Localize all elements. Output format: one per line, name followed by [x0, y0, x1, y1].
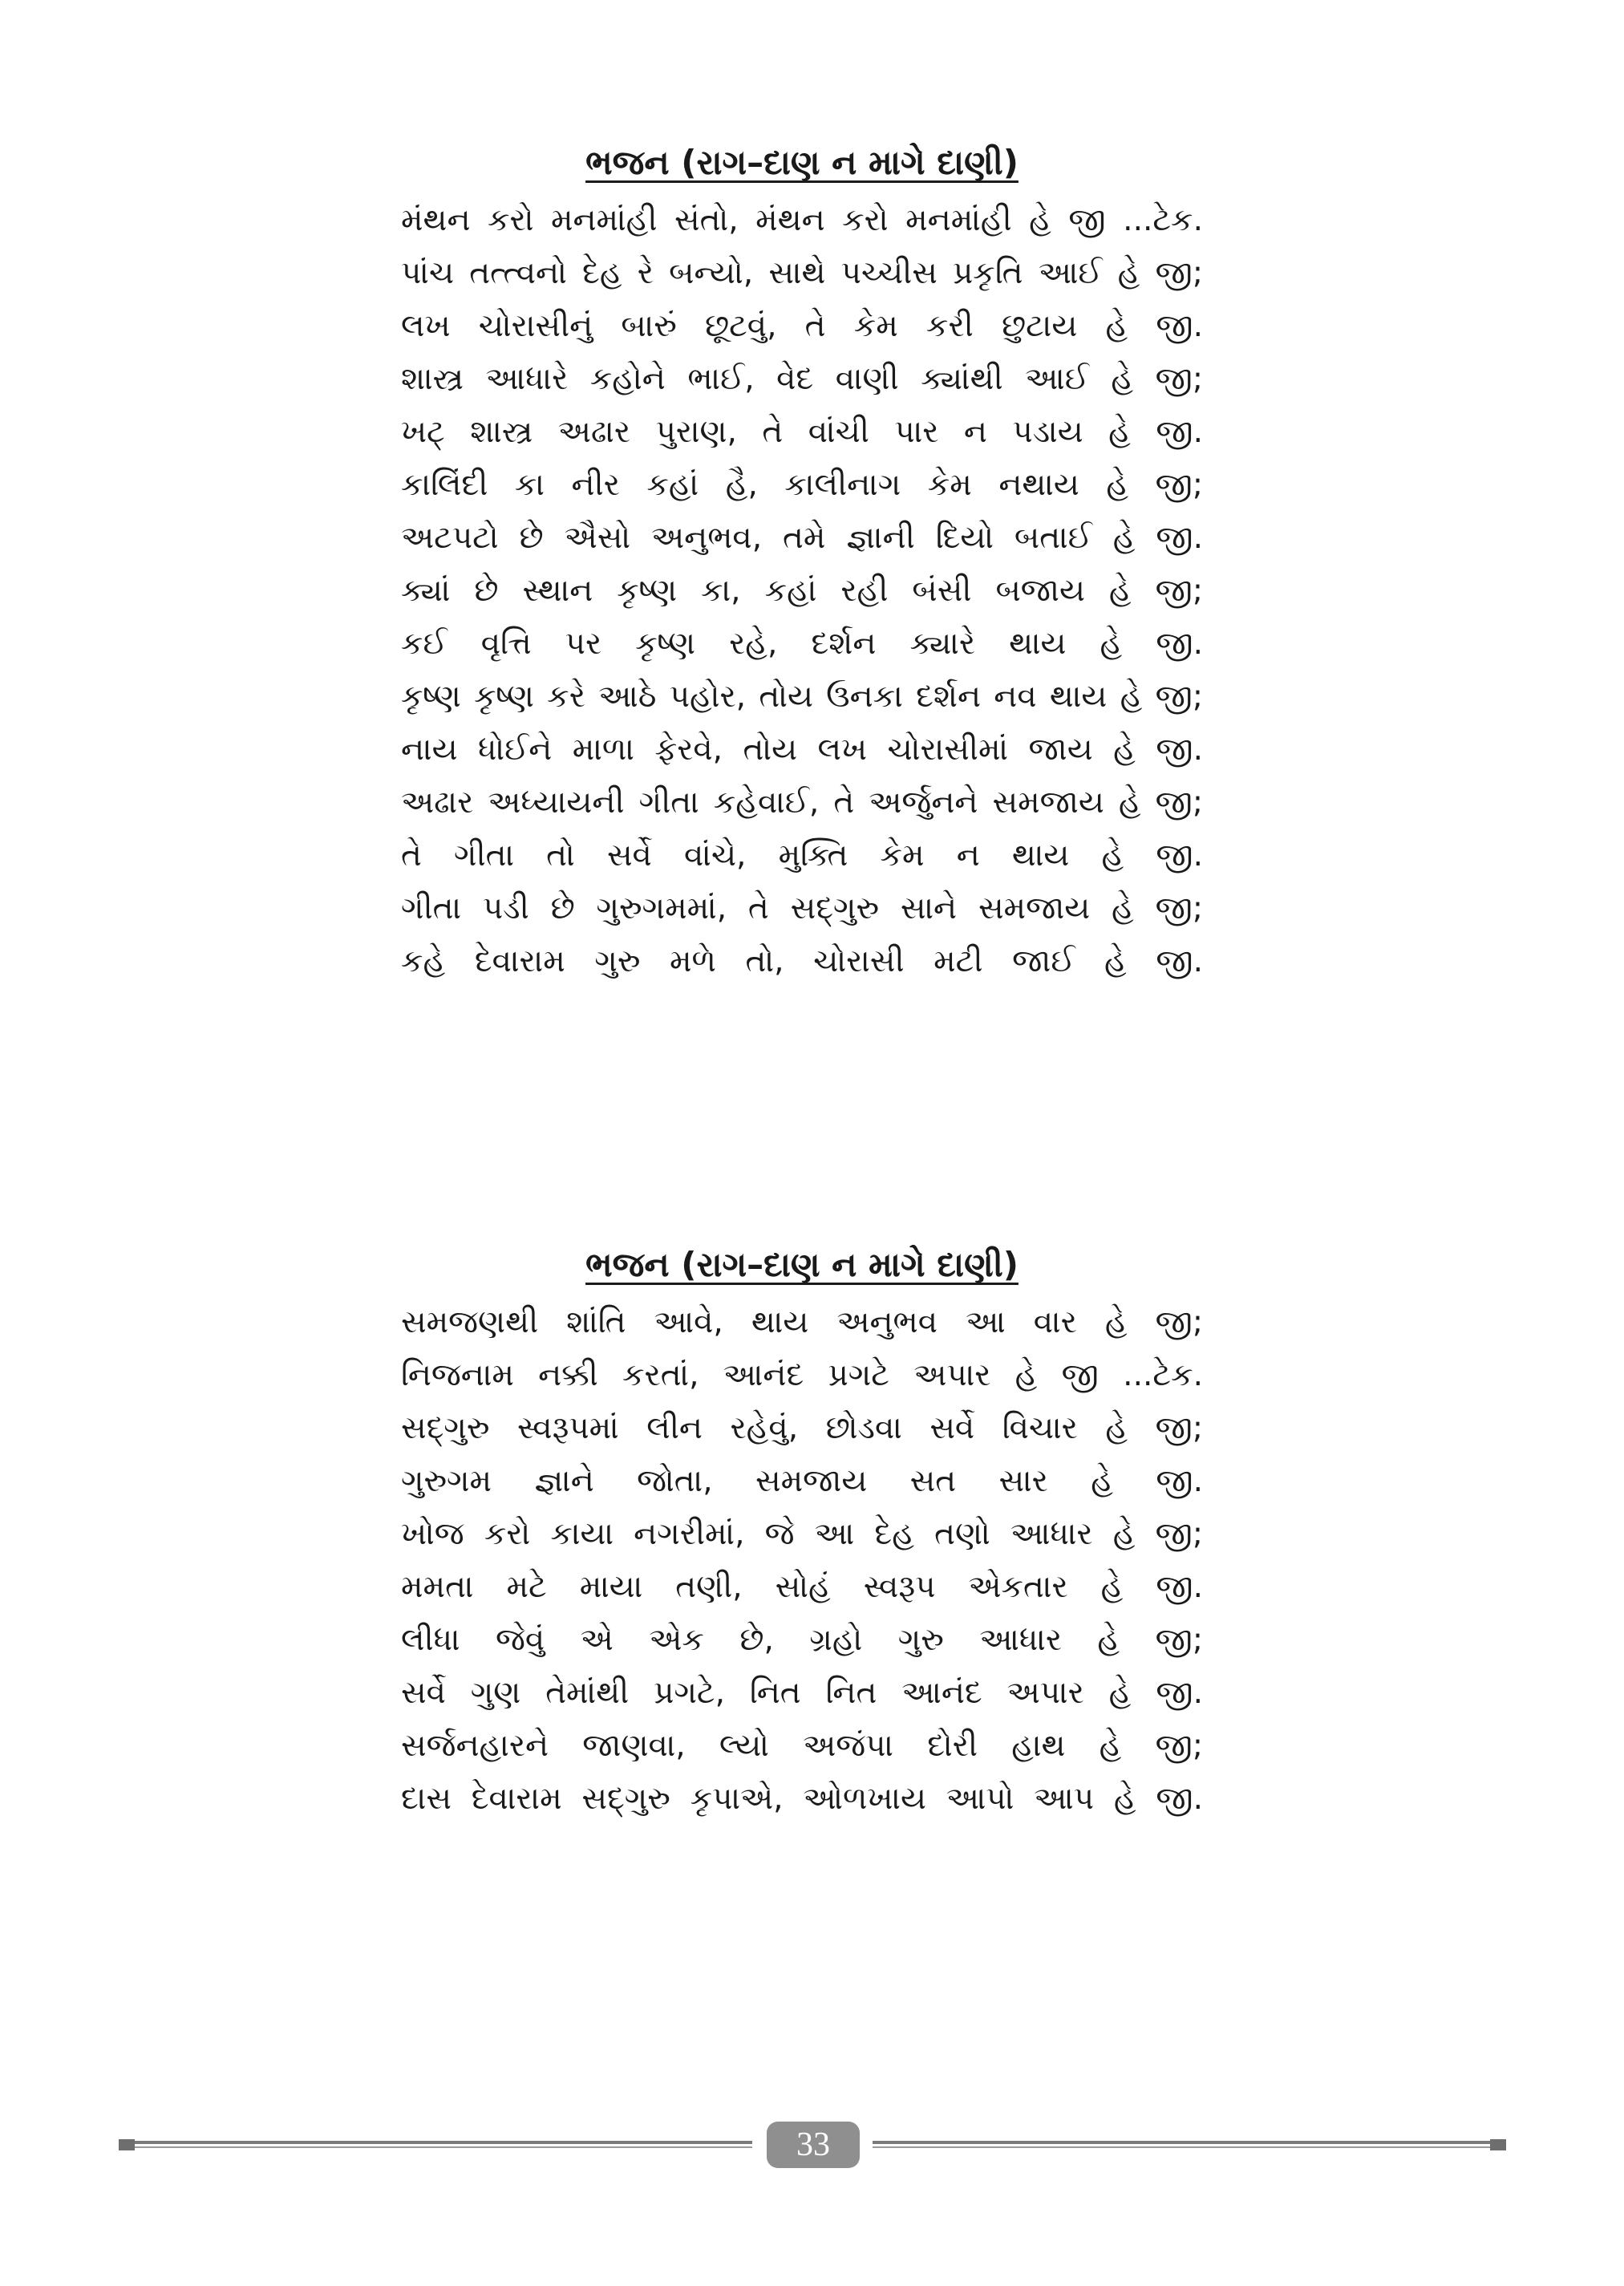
verse-line: મંથન કરો મનમાંહી સંતો, મંથન કરો મનમાંહી હે જી ...ટેક.: [401, 202, 1203, 238]
section-title: ભજન (રાગ–દાણ ન માગે દાણી): [585, 1245, 1019, 1284]
bhajan-section-2: [401, 1237, 1203, 1826]
verse-line: સર્જનહારને જાણવા, લ્યો અજંપા દોરી હાથ હે જી;: [401, 1728, 1203, 1764]
rule-line: [135, 2146, 752, 2148]
verse-line: સર્વે ગુણ તેમાંથી પ્રગટે, નિત નિત આનંદ અપાર હે જી.: [401, 1675, 1203, 1711]
rule-cap: [1490, 2139, 1506, 2150]
verse-line: શાસ્ત્ર આધારે કહોને ભાઈ, વેદ વાણી ક્યાંથી આઈ હે જી;: [401, 361, 1203, 397]
verse-line: પાંચ તત્ત્વનો દેહ રે બન્યો, સાથે પચ્ચીસ પ્રકૃતિ આઈ હે જી;: [401, 255, 1203, 291]
verse-line: સમજણથી શાંતિ આવે, થાય અનુભવ આ વાર હે જી;: [401, 1304, 1203, 1340]
page-footer: [119, 2122, 1506, 2168]
verse-line: ખટ્ શાસ્ત્ર અઢાર પુરાણ, તે વાંચી પાર ન પડાય હે જી.: [401, 414, 1203, 450]
verse-line: મમતા મટે માયા તણી, સોહં સ્વરૂપ એકતાર હે જી.: [401, 1569, 1203, 1605]
section-title: ભજન (રાગ–દાણ ન માગે દાણી): [585, 143, 1019, 182]
verse-line: નિજનામ નક્કી કરતાં, આનંદ પ્રગટે અપાર હે જી ...ટેક.: [401, 1357, 1203, 1393]
verse-line: અઢાર અધ્યાયની ગીતા કહેવાઈ, તે અર્જુનને સમજાય હે જી;: [401, 784, 1203, 821]
page-number: 33: [767, 2122, 860, 2168]
verse-line: તે ગીતા તો સર્વે વાંચે, મુક્તિ કેમ ન થાય હે જી.: [401, 837, 1203, 873]
verse-line: કઈ વૃત્તિ પર કૃષ્ણ રહે, દર્શન ક્યારે થાય હે જી.: [401, 626, 1203, 662]
verse-line: કાલિંદી કા નીર કહાં હૈ, કાલીનાગ કેમ નથાય હે જી;: [401, 467, 1203, 503]
footer-rule-left: [119, 2139, 752, 2150]
verse-lines: [401, 194, 1203, 988]
rule-line: [135, 2141, 752, 2144]
verse-line: સદ્‌ગુરુ સ્વરૂપમાં લીન રહેવું, છોડવા સર્વે વિચાર હે જી;: [401, 1410, 1203, 1446]
bhajan-section-1: [401, 135, 1203, 988]
verse-line: ગીતા પડી છે ગુરુગમમાં, તે સદ્‌ગુરુ સાને સમજાય હે જી;: [401, 890, 1203, 926]
verse-line: લીધા જેવું એ એક છે, ગ્રહો ગુરુ આધાર હે જી;: [401, 1622, 1203, 1658]
verse-line: લખ ચોરાસીનું બારું છૂટવું, તે કેમ કરી છુટાય હે જી.: [401, 308, 1203, 344]
verse-lines: [401, 1296, 1203, 1826]
verse-line: દાસ દેવારામ સદ્‌ગુરુ કૃપાએ, ઓળખાય આપો આપ હે જી.: [401, 1781, 1203, 1817]
verse-line: ગુરુગમ જ્ઞાને જોતા, સમજાય સત સાર હે જી.: [401, 1463, 1203, 1499]
footer-rule-right: [873, 2139, 1506, 2150]
rule-line: [873, 2141, 1490, 2144]
verse-line: અટપટો છે ઐસો અનુભવ, તમે જ્ઞાની દિયો બતાઈ હે જી.: [401, 520, 1203, 556]
verse-line: નાય ધોઈને માળા ફેરવે, તોય લખ ચોરાસીમાં જાય હે જી.: [401, 732, 1203, 768]
verse-line: ખોજ કરો કાયા નગરીમાં, જે આ દેહ તણો આધાર હે જી;: [401, 1516, 1203, 1552]
verse-line: ક્યાં છે સ્થાન કૃષ્ણ કા, કહાં રહી બંસી બજાય હે જી;: [401, 573, 1203, 609]
verse-line: કહે દેવારામ ગુરુ મળે તો, ચોરાસી મટી જાઈ હે જી.: [401, 943, 1203, 979]
rule-line: [873, 2146, 1490, 2148]
rule-cap: [119, 2139, 135, 2150]
verse-line: કૃષ્ણ કૃષ્ણ કરે આઠે પહોર, તોય ઉનકા દર્શન નવ થાય હે જી;: [401, 679, 1203, 715]
